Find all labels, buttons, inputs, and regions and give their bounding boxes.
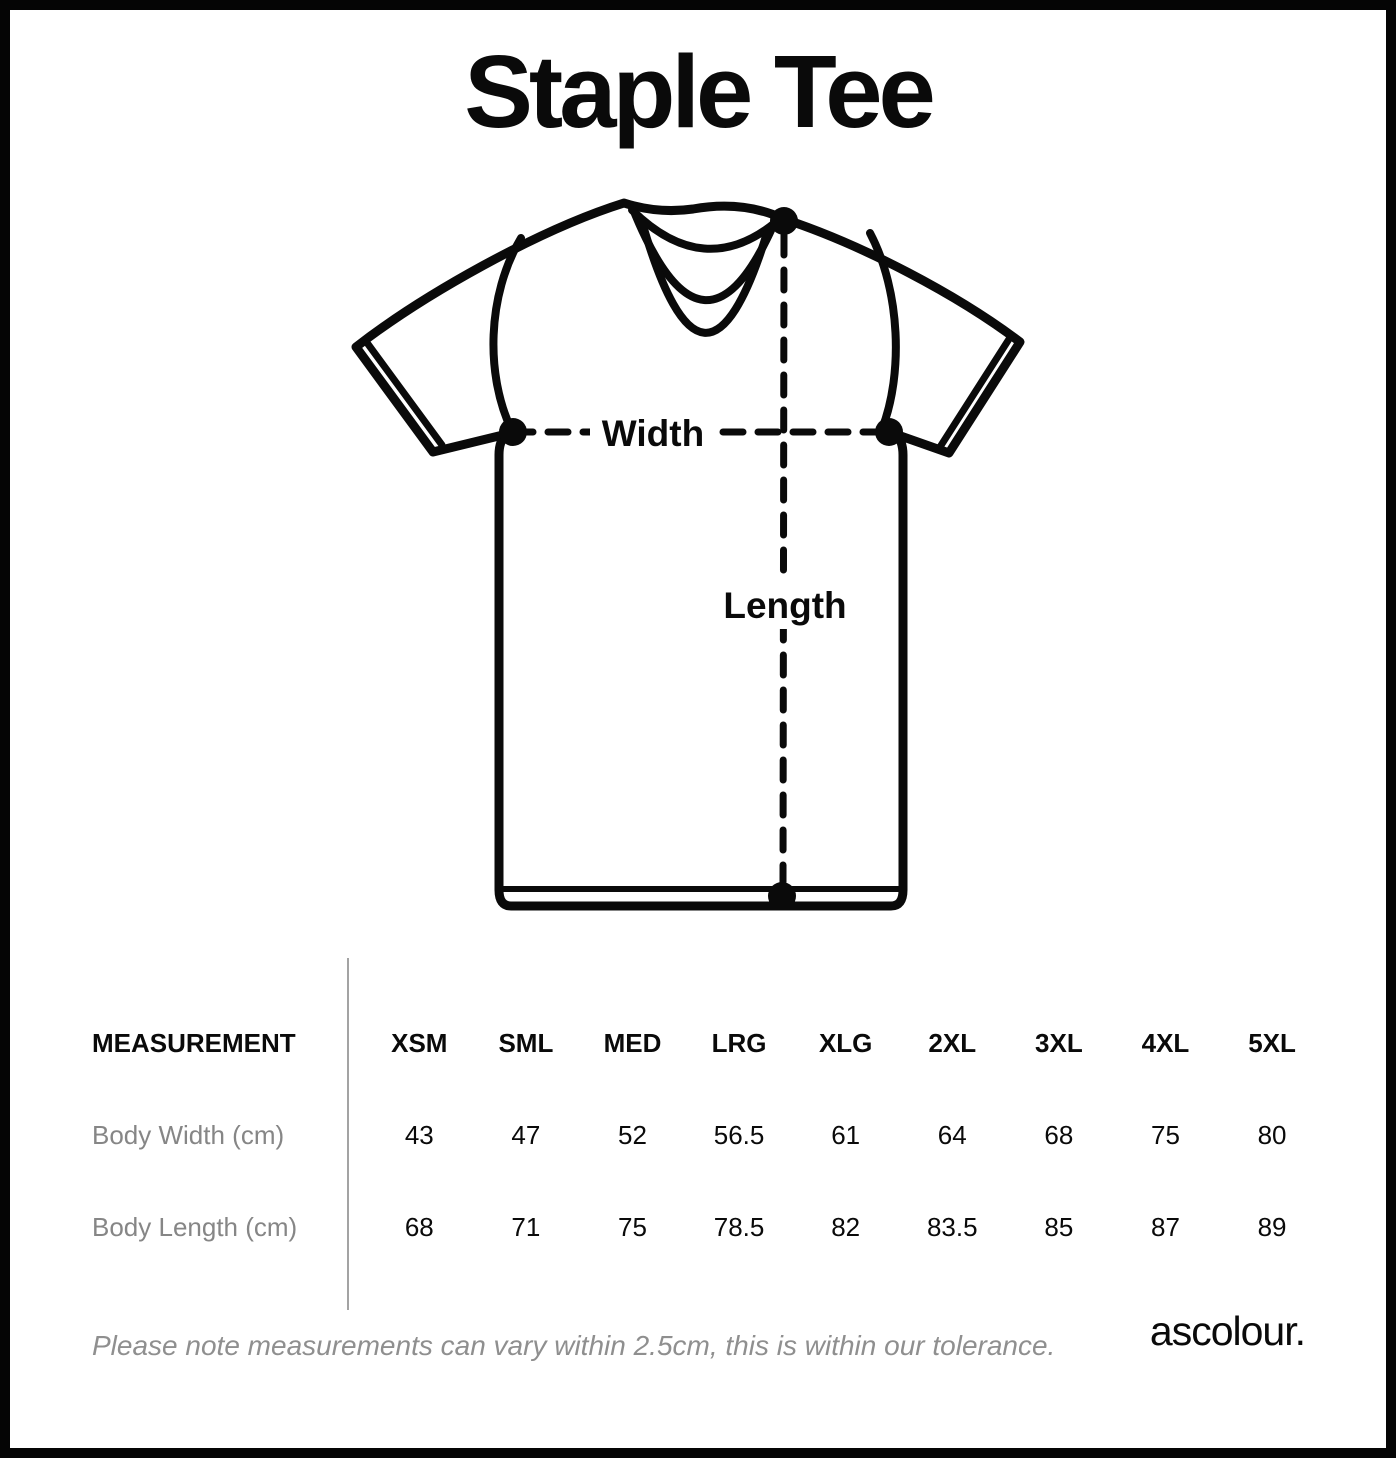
body-width-value-3xl: 68: [1044, 1119, 1074, 1150]
table-header-row: [92, 997, 1326, 1089]
body-width-value-sml: 47: [511, 1119, 541, 1150]
table-row-body-length: [92, 1181, 1326, 1273]
tee-measurement-diagram: [328, 170, 1068, 940]
right-underarm-measure-dot: [875, 418, 903, 446]
tolerance-note: Please note measurements can vary within 2.5cm, this is within our tolerance.: [92, 1330, 1056, 1361]
body-width-value-4xl: 75: [1150, 1119, 1180, 1150]
page-title: Staple Tee: [464, 34, 932, 149]
body-length-value-3xl: 85: [1044, 1211, 1074, 1242]
row-label-body-length: Body Length (cm): [92, 1211, 298, 1242]
body-width-value-med: 52: [618, 1119, 647, 1150]
body-width-value-xsm: 43: [404, 1119, 434, 1150]
body-length-value-4xl: 87: [1150, 1211, 1180, 1242]
body-width-value-lrg: 56.5: [713, 1119, 765, 1150]
column-header-lrg: LRG: [711, 1027, 767, 1058]
row-label-body-width: Body Width (cm): [92, 1119, 285, 1150]
shoulder-measure-dot: [770, 207, 798, 235]
body-width-value-2xl: 64: [937, 1119, 967, 1150]
column-header-3xl: 3XL: [1035, 1027, 1083, 1058]
column-header-xlg: XLG: [818, 1027, 873, 1058]
body-length-value-2xl: 83.5: [926, 1211, 978, 1242]
column-header-xsm: XSM: [391, 1027, 448, 1058]
size-table: [92, 997, 1326, 1273]
tee-outline: [356, 203, 1020, 906]
column-header-measurement: MEASUREMENT: [92, 1027, 296, 1058]
body-length-value-xlg: 82: [831, 1211, 861, 1242]
length-label: Length: [723, 585, 847, 626]
ascolour-logo: ascolour.: [1149, 1308, 1305, 1354]
body-length-value-5xl: 89: [1257, 1211, 1287, 1242]
column-header-med: MED: [603, 1027, 662, 1058]
body-length-value-lrg: 78.5: [713, 1211, 765, 1242]
column-header-5xl: 5XL: [1248, 1027, 1296, 1058]
body-length-value-sml: 71: [511, 1211, 541, 1242]
column-header-4xl: 4XL: [1141, 1027, 1190, 1058]
body-width-value-5xl: 80: [1257, 1119, 1287, 1150]
body-length-value-med: 75: [618, 1211, 647, 1242]
body-length-value-xsm: 68: [404, 1211, 434, 1242]
left-underarm-measure-dot: [499, 418, 527, 446]
width-label: Width: [601, 413, 705, 454]
column-header-2xl: 2XL: [928, 1027, 977, 1058]
hem-measure-dot: [768, 882, 796, 910]
column-header-sml: SML: [498, 1027, 554, 1058]
table-row-body-width: [92, 1089, 1326, 1181]
body-width-value-xlg: 61: [831, 1119, 861, 1150]
